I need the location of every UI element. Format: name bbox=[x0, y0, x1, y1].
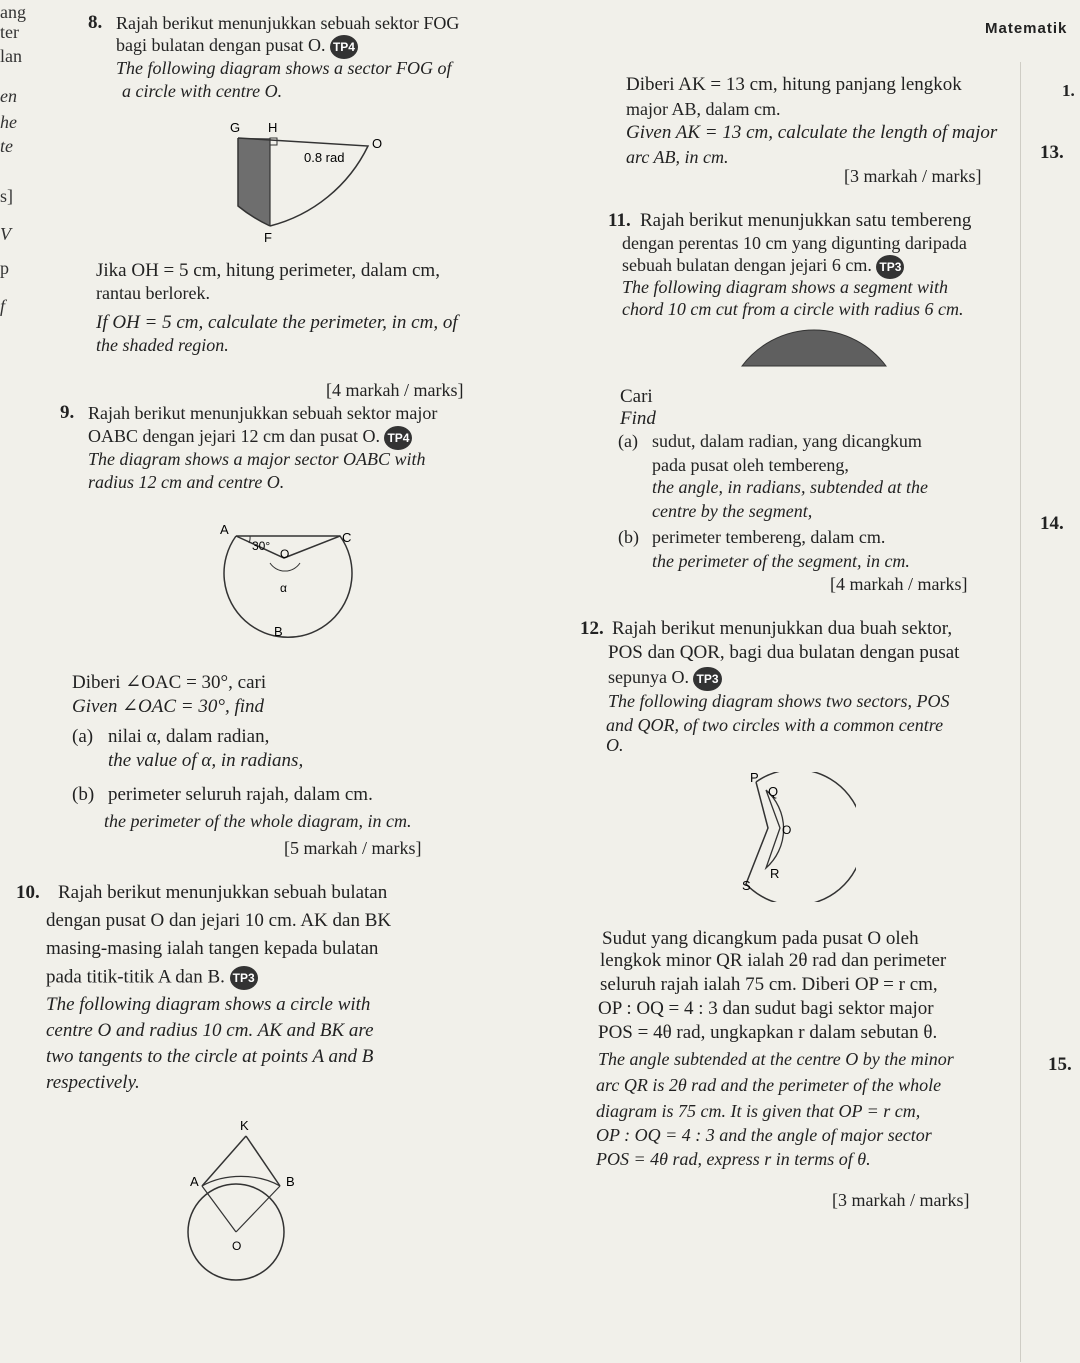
label-o: O bbox=[280, 547, 290, 561]
subject-header: Matematik bbox=[985, 20, 1068, 37]
q9-number: 9. bbox=[60, 402, 75, 423]
tp-badge: TP4 bbox=[330, 35, 358, 59]
q10-english-line4: respectively. bbox=[46, 1072, 140, 1093]
q12-malay-text4: OP : OQ = 4 : 3 dan sudut bagi sektor major bbox=[598, 998, 934, 1019]
q9-marks: [5 markah / marks] bbox=[284, 838, 422, 858]
left-edge-text: p bbox=[0, 258, 9, 278]
q11-number: 11. bbox=[608, 210, 631, 231]
q12-english-line2: and QOR, of two circles with a common centre bbox=[606, 715, 944, 735]
margin-number-14: 14. bbox=[1040, 513, 1064, 534]
left-edge-text: V bbox=[0, 224, 11, 244]
q8-malay-line2: bagi bulatan dengan pusat O. TP4 bbox=[116, 34, 358, 59]
q11-part-b-malay: perimeter tembereng, dalam cm. bbox=[652, 527, 886, 547]
q9-english-line2: radius 12 cm and centre O. bbox=[88, 472, 285, 492]
q9-malay-line1: Rajah berikut menunjukkan sebuah sektor major bbox=[88, 403, 438, 423]
q10-number: 10. bbox=[16, 882, 40, 903]
q11-marks: [4 markah / marks] bbox=[830, 574, 968, 594]
right-margin-line bbox=[1020, 62, 1021, 1362]
q12-english-line3: O. bbox=[606, 735, 624, 755]
q8-malay-line1: Rajah berikut menunjukkan sebuah sektor FOG bbox=[116, 13, 460, 33]
q9-part-b-label: (b) bbox=[72, 784, 95, 805]
q11-malay-line3: sebuah bulatan dengan jejari 6 cm. TP3 bbox=[622, 254, 904, 279]
label-o: O bbox=[372, 136, 383, 151]
q11-english-line2: chord 10 cm cut from a circle with radius 6 cm. bbox=[622, 299, 964, 319]
label-b: B bbox=[274, 624, 283, 639]
label-r: R bbox=[770, 866, 780, 881]
q8-malay-text2: rantau berlorek. bbox=[96, 283, 210, 303]
q11-part-b-label: (b) bbox=[618, 527, 639, 547]
q12-english-text4: OP : OQ = 4 : 3 and the angle of major sector bbox=[596, 1125, 932, 1145]
q12-malay-text2: lengkok minor QR ialah 2θ rad dan perimeter bbox=[600, 950, 947, 971]
q9-part-a-english: the value of α, in radians, bbox=[108, 750, 304, 771]
q12-english-text2: arc QR is 2θ rad and the perimeter of the whole bbox=[596, 1075, 942, 1095]
q10-english-line3: two tangents to the circle at points A and B bbox=[46, 1046, 374, 1067]
left-edge-text: en bbox=[0, 86, 17, 106]
q10-malay-line4: pada titik-titik A dan B. TP3 bbox=[46, 966, 258, 990]
q9-english-line1: The diagram shows a major sector OABC with bbox=[88, 449, 426, 469]
q8-english-text1: If OH = 5 cm, calculate the perimeter, in cm, of bbox=[96, 312, 458, 333]
q9-part-a-label: (a) bbox=[72, 726, 94, 747]
q11-part-a-english1: the angle, in radians, subtended at the bbox=[652, 477, 928, 497]
q10-cont-english-line2: arc AB, in cm. bbox=[626, 147, 729, 167]
q11-part-b-english: the perimeter of the segment, in cm. bbox=[652, 551, 910, 571]
left-edge-text: lan bbox=[0, 46, 22, 66]
label-o: O bbox=[232, 1239, 242, 1253]
q12-malay-text5: POS = 4θ rad, ungkapkan r dalam sebutan θ. bbox=[598, 1022, 938, 1043]
q10-english-line1: The following diagram shows a circle with bbox=[46, 994, 371, 1015]
q10-marks: [3 markah / marks] bbox=[844, 166, 982, 186]
q10-cont-english-line1: Given AK = 13 cm, calculate the length of major bbox=[626, 122, 998, 143]
q8-english-text2: the shaded region. bbox=[96, 335, 229, 355]
q10-cont-malay-line2: major AB, dalam cm. bbox=[626, 99, 781, 119]
q12-english-text5: POS = 4θ rad, express r in terms of θ. bbox=[596, 1149, 871, 1169]
label-p: P bbox=[750, 772, 759, 785]
label-f: F bbox=[264, 230, 272, 245]
left-edge-text: s] bbox=[0, 186, 13, 206]
q11-part-a-malay2: pada pusat oleh tembereng, bbox=[652, 455, 849, 475]
q8-number: 8. bbox=[88, 12, 103, 33]
q11-part-a-label: (a) bbox=[618, 431, 638, 451]
tp-badge: TP4 bbox=[384, 426, 412, 450]
label-a: A bbox=[190, 1174, 199, 1189]
q12-english-line1: The following diagram shows two sectors, POS bbox=[608, 691, 950, 711]
angle-label: 30° bbox=[252, 539, 271, 553]
q8-english-line1: The following diagram shows a sector FOG of bbox=[116, 58, 452, 78]
q11-find-english: Find bbox=[620, 408, 656, 429]
q11-part-a-malay1: sudut, dalam radian, yang dicangkum bbox=[652, 431, 922, 451]
q12-number: 12. bbox=[580, 618, 604, 639]
label-q: Q bbox=[768, 784, 779, 799]
q9-malay-line2: OABC dengan jejari 12 cm dan pusat O. TP4 bbox=[88, 425, 412, 450]
q9-given-malay: Diberi ∠OAC = 30°, cari bbox=[72, 672, 267, 693]
label-b: B bbox=[286, 1174, 295, 1189]
label-h: H bbox=[268, 120, 278, 135]
left-edge-text: he bbox=[0, 112, 17, 132]
angle-label: 0.8 rad bbox=[304, 150, 345, 165]
label-c: C bbox=[342, 530, 352, 545]
q10-malay-line3: masing-masing ialah tangen kepada bulatan bbox=[46, 938, 379, 959]
q12-malay-text1: Sudut yang dicangkum pada pusat O oleh bbox=[602, 928, 919, 949]
q10-malay-line1: Rajah berikut menunjukkan sebuah bulatan bbox=[58, 882, 388, 903]
q12-malay-line3: sepunya O. TP3 bbox=[608, 666, 722, 691]
margin-number-15: 15. bbox=[1048, 1054, 1072, 1075]
q12-sector-qor bbox=[766, 790, 784, 868]
left-edge-text: te bbox=[0, 136, 13, 156]
q8-sector-diagram bbox=[218, 118, 388, 250]
q9-part-b-malay: perimeter seluruh rajah, dalam cm. bbox=[108, 784, 373, 805]
q9-part-a-malay: nilai α, dalam radian, bbox=[108, 726, 270, 747]
q8-shaded-region bbox=[238, 138, 270, 226]
label-a: A bbox=[220, 522, 229, 537]
q11-malay-line1: Rajah berikut menunjukkan satu tembereng bbox=[640, 210, 972, 231]
left-edge-text: ang bbox=[0, 2, 26, 22]
q8-english-line2: a circle with centre O. bbox=[122, 81, 283, 101]
label-g: G bbox=[230, 120, 241, 135]
q11-shaded-segment bbox=[742, 330, 886, 366]
q11-part-a-english2: centre by the segment, bbox=[652, 501, 813, 521]
q12-english-text3: diagram is 75 cm. It is given that OP = r cm, bbox=[596, 1101, 921, 1121]
q10-malay-line2: dengan pusat O dan jejari 10 cm. AK dan BK bbox=[46, 910, 392, 931]
q11-segment-diagram bbox=[734, 326, 894, 374]
q10-cont-malay-line1: Diberi AK = 13 cm, hitung panjang lengkok bbox=[626, 74, 962, 95]
q12-malay-line1: Rajah berikut menunjukkan dua buah sektor, bbox=[612, 618, 953, 639]
label-o: O bbox=[782, 823, 792, 837]
q8-marks: [4 markah / marks] bbox=[326, 380, 464, 400]
margin-number-13: 13. bbox=[1040, 142, 1064, 163]
q12-english-text1: The angle subtended at the centre O by the minor bbox=[598, 1049, 954, 1069]
tp-badge: TP3 bbox=[230, 966, 258, 990]
q9-major-sector-diagram bbox=[210, 518, 370, 644]
q11-english-line1: The following diagram shows a segment with bbox=[622, 277, 949, 297]
q12-marks: [3 markah / marks] bbox=[832, 1190, 970, 1210]
page-edge-number: 1. bbox=[1062, 81, 1075, 100]
q11-malay-line2: dengan perentas 10 cm yang digunting daripada bbox=[622, 233, 967, 253]
left-edge-text: f bbox=[0, 296, 6, 316]
q10-english-line2: centre O and radius 10 cm. AK and BK are bbox=[46, 1020, 374, 1041]
q11-find-malay: Cari bbox=[620, 386, 653, 407]
q9-part-b-english: the perimeter of the whole diagram, in cm. bbox=[104, 811, 412, 831]
q12-malay-line2: POS dan QOR, bagi dua bulatan dengan pusat bbox=[608, 642, 960, 663]
alpha-label: α bbox=[280, 581, 287, 595]
q9-given-english: Given ∠OAC = 30°, find bbox=[72, 696, 265, 717]
q12-malay-text3: seluruh rajah ialah 75 cm. Diberi OP = r cm, bbox=[600, 974, 938, 995]
q12-sectors-diagram bbox=[736, 772, 856, 902]
label-s: S bbox=[742, 878, 751, 893]
left-edge-text: ter bbox=[0, 22, 19, 42]
q8-malay-text1: Jika OH = 5 cm, hitung perimeter, dalam cm, bbox=[96, 260, 440, 281]
tp-badge: TP3 bbox=[693, 667, 721, 691]
q12-sector-pos bbox=[746, 772, 856, 902]
q10-tangent-diagram bbox=[176, 1114, 326, 1304]
tp-badge: TP3 bbox=[876, 255, 904, 279]
label-k: K bbox=[240, 1118, 249, 1133]
